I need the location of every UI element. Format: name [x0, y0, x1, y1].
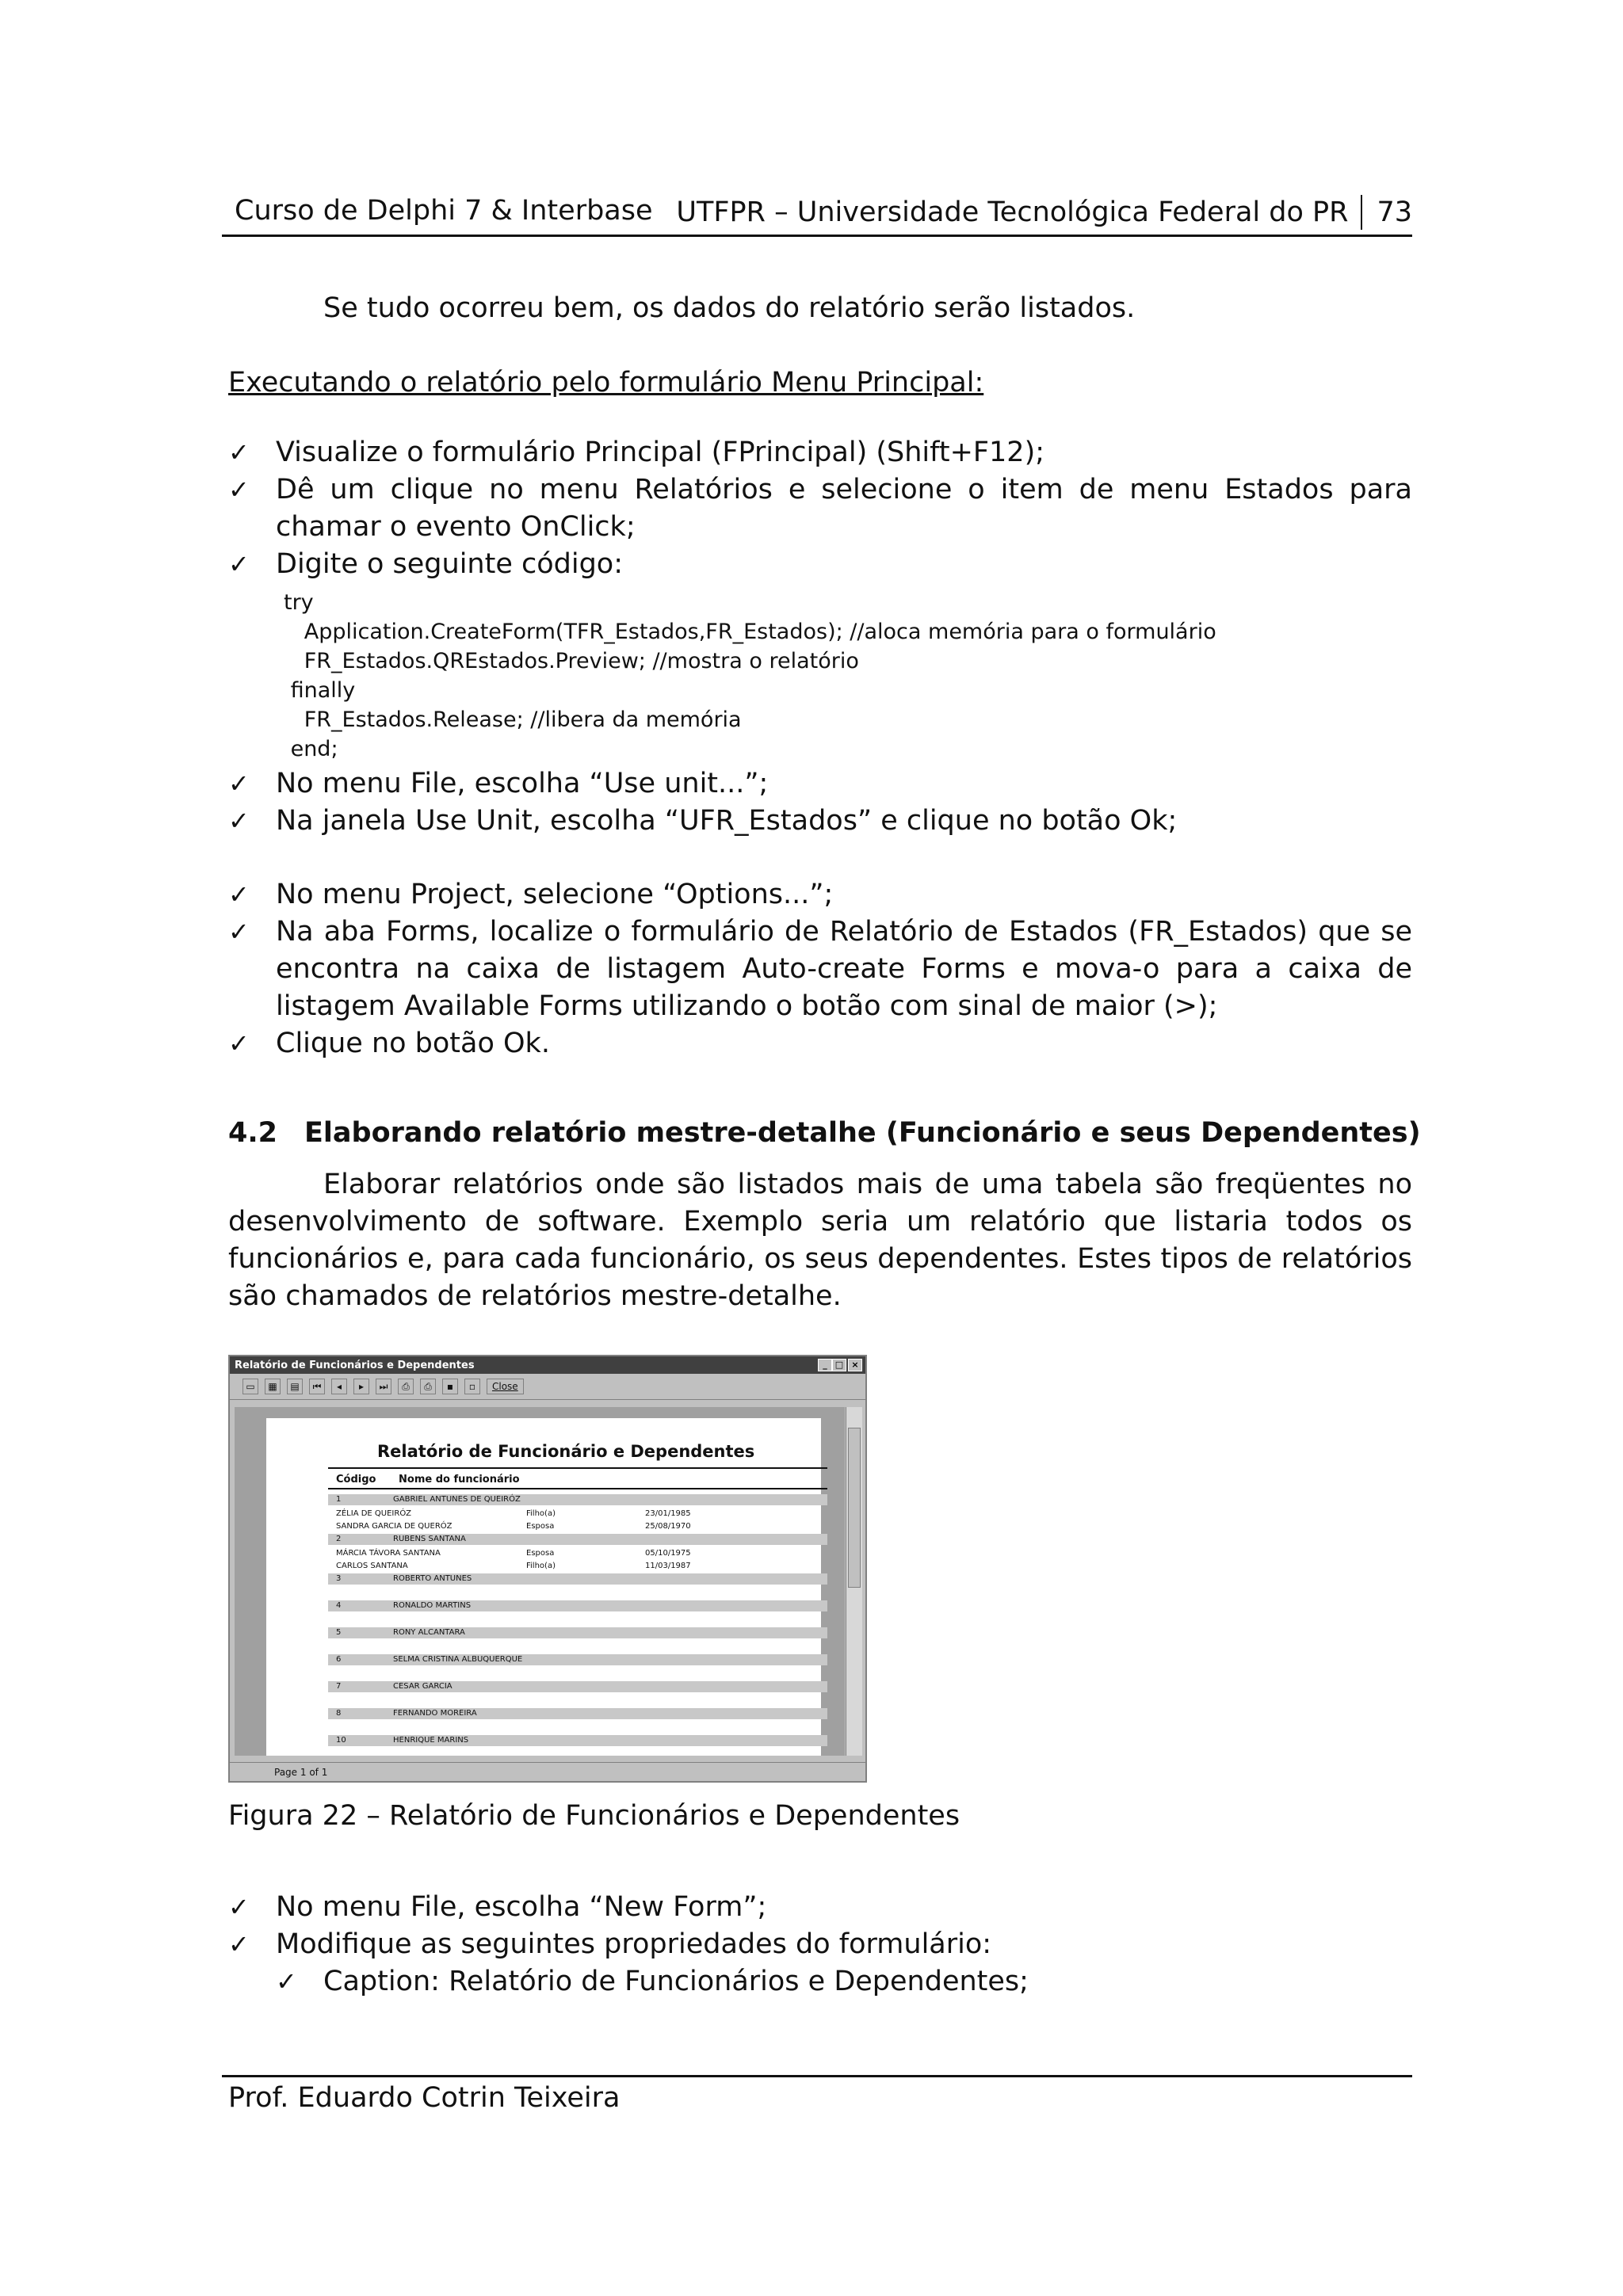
employee-code: 6 [336, 1655, 342, 1664]
prev-page-icon: ◂ [331, 1379, 347, 1394]
list-item: ✓ No menu Project, selecione “Options...”; [228, 876, 1412, 913]
figure-caption: Figura 22 – Relatório de Funcionários e Dependentes [228, 1800, 960, 1832]
zoom-width-icon: ▤ [287, 1379, 303, 1394]
close-icon: × [848, 1359, 862, 1371]
institution [676, 195, 1412, 230]
scrollbar [846, 1407, 862, 1756]
maximize-icon: □ [832, 1359, 846, 1371]
employee-code: 5 [336, 1628, 342, 1637]
report-rule [328, 1488, 827, 1489]
employee-code: 1 [336, 1495, 342, 1504]
employee-row [328, 1735, 827, 1746]
dependent-birthdate: 23/01/1985 [645, 1509, 691, 1518]
dependent-row [328, 1508, 827, 1520]
code-line: Application.CreateForm(TFR_Estados,FR_Estados); //aloca memória para o formulário [284, 620, 1216, 644]
institution-name: UTFPR – Universidade Tecnológica Federal do PR [676, 196, 1349, 228]
dependent-kinship: Filho(a) [526, 1509, 556, 1518]
list-item: ✓ No menu File, escolha “Use unit...”; [228, 765, 1412, 803]
last-page-icon: ⏭ [376, 1379, 391, 1394]
checkmark-icon: ✓ [228, 437, 250, 467]
list-item: ✓ Modifique as seguintes propriedades do formulário: [228, 1926, 1412, 1963]
print-setup-icon: ⎙ [398, 1379, 414, 1394]
col-name: Nome do funcionário [399, 1474, 520, 1486]
window-title: Relatório de Funcionários e Dependentes [235, 1359, 475, 1371]
dependent-name: SANDRA GARCIA DE QUERÓZ [336, 1522, 453, 1531]
body-paragraph: Elaborar relatórios onde são listados mais de uma tabela são freqüentes no desenvolvimento de software. Exemplo seria um relatório que listaria todos os funcionários e, para cada funcionário, os seus dependentes. Estes tipos de relatórios são chamados de relatórios mestre-detalhe. [228, 1169, 1412, 1312]
section-heading [228, 1117, 1421, 1149]
report-preview-screenshot [228, 1355, 867, 1783]
checkmark-icon: ✓ [228, 475, 250, 505]
scroll-thumb [848, 1428, 861, 1588]
employee-row [328, 1654, 827, 1665]
checkmark-icon: ✓ [228, 1028, 250, 1058]
checkmark-icon: ✓ [228, 1929, 250, 1959]
report-sheet [266, 1418, 821, 1756]
zoom-fit-icon: ▭ [242, 1379, 258, 1394]
employee-name: FERNANDO MOREIRA [393, 1709, 477, 1718]
dependent-kinship: Esposa [526, 1549, 555, 1558]
employee-name: CESAR GARCIA [393, 1682, 453, 1691]
employee-row [328, 1708, 827, 1719]
employee-row [328, 1681, 827, 1692]
checkmark-icon: ✓ [228, 917, 250, 947]
first-page-icon: ⏮ [309, 1379, 325, 1394]
save-icon: ▪ [442, 1379, 458, 1394]
code-line: FR_Estados.Release; //libera da memória [284, 707, 742, 732]
list-item: ✓ No menu File, escolha “New Form”; [228, 1889, 1412, 1926]
steps-list-2 [228, 765, 1412, 840]
list-item: ✓ Na aba Forms, localize o formulário de Relatório de Estados (FR_Estados) que se encontra na caixa de listagem Auto-create Forms e mova-o para a caixa de listagem Available Forms utilizando o botão com sinal de maior (>); [228, 913, 1412, 1025]
employee-code: 2 [336, 1535, 342, 1543]
next-page-icon: ▸ [353, 1379, 369, 1394]
report-title: Relatório de Funcionário e Dependentes [377, 1442, 755, 1461]
employee-code: 8 [336, 1709, 342, 1718]
course-title: Curso de Delphi 7 & Interbase [235, 195, 653, 227]
footer-rule [222, 2075, 1412, 2077]
page-header [228, 195, 1412, 235]
preview-area [235, 1407, 845, 1756]
employee-code: 7 [336, 1682, 342, 1691]
page-number: 73 [1377, 196, 1412, 228]
checkmark-icon: ✓ [228, 1892, 250, 1922]
checkmark-icon: ✓ [228, 806, 250, 836]
header-divider [1361, 195, 1362, 230]
section-title: Elaborando relatório mestre-detalhe (Funcionário e seus Dependentes) [304, 1117, 1421, 1149]
code-line: try [284, 590, 314, 615]
section-number: 4.2 [228, 1117, 278, 1149]
list-item: ✓ Na janela Use Unit, escolha “UFR_Estados” e clique no botão Ok; [228, 803, 1412, 840]
dependent-birthdate: 11/03/1987 [645, 1562, 691, 1570]
list-item: ✓ Dê um clique no menu Relatórios e selecione o item de menu Estados para chamar o evento OnClick; [228, 471, 1412, 546]
employee-row [328, 1494, 827, 1505]
code-line: finally [284, 678, 356, 703]
print-icon: ⎙ [420, 1379, 436, 1394]
employee-code: 10 [336, 1736, 346, 1745]
dependent-name: CARLOS SANTANA [336, 1562, 408, 1570]
steps-list-4 [228, 1889, 1412, 2000]
list-item: ✓ Clique no botão Ok. [228, 1025, 1412, 1062]
code-line: end; [284, 737, 338, 761]
steps-list-3 [228, 876, 1412, 1062]
employee-row [328, 1600, 827, 1611]
employee-name: ROBERTO ANTUNES [393, 1574, 472, 1583]
list-item: ✓ Visualize o formulário Principal (FPrincipal) (Shift+F12); [228, 434, 1412, 471]
employee-row [328, 1534, 827, 1545]
list-item: ✓ Digite o seguinte código: [228, 546, 1412, 583]
employee-row [328, 1627, 827, 1638]
intro-line: Se tudo ocorreu bem, os dados do relatório serão listados. [323, 292, 1136, 324]
dependent-row [328, 1548, 827, 1559]
dependent-name: ZÉLIA DE QUEIRÓZ [336, 1509, 412, 1518]
dependent-birthdate: 25/08/1970 [645, 1522, 691, 1531]
report-rule [328, 1467, 827, 1469]
checkmark-icon: ✓ [228, 879, 250, 910]
col-code: Código [336, 1474, 376, 1486]
employee-row [328, 1573, 827, 1585]
dependent-row [328, 1521, 827, 1532]
dependent-kinship: Esposa [526, 1522, 555, 1531]
list-subitem: ✓ Caption: Relatório de Funcionários e Dependentes; [228, 1963, 1412, 2000]
minimize-icon: _ [818, 1359, 832, 1371]
preview-toolbar [230, 1374, 865, 1400]
steps-list-1 [228, 434, 1412, 583]
employee-name: GABRIEL ANTUNES DE QUEIRÓZ [393, 1495, 521, 1504]
employee-name: SELMA CRISTINA ALBUQUERQUE [393, 1655, 523, 1664]
employee-code: 4 [336, 1601, 342, 1610]
subsection-heading: Executando o relatório pelo formulário Menu Principal: [228, 367, 984, 399]
employee-name: HENRIQUE MARINS [393, 1736, 469, 1745]
window-titlebar [230, 1356, 865, 1374]
dependent-kinship: Filho(a) [526, 1562, 556, 1570]
dependent-birthdate: 05/10/1975 [645, 1549, 691, 1558]
employee-name: RONY ALCANTARA [393, 1628, 465, 1637]
checkmark-icon: ✓ [228, 549, 250, 579]
code-line: FR_Estados.QREstados.Preview; //mostra o relatório [284, 649, 859, 673]
dependent-name: MÁRCIA TÁVORA SANTANA [336, 1549, 441, 1558]
dependent-row [328, 1561, 827, 1572]
open-icon: ▫ [464, 1379, 480, 1394]
employee-name: RUBENS SANTANA [393, 1535, 466, 1543]
code-block [284, 588, 1216, 764]
employee-name: RONALDO MARTINS [393, 1601, 472, 1610]
zoom-100-icon: ▦ [265, 1379, 281, 1394]
checkmark-icon: ✓ [228, 769, 250, 799]
employee-code: 3 [336, 1574, 342, 1583]
page-footer: Prof. Eduardo Cotrin Teixeira [228, 2082, 621, 2114]
checkmark-icon: ✓ [276, 1966, 297, 1997]
header-rule [222, 235, 1412, 237]
report-column-headers [336, 1474, 520, 1486]
close-button: Close [487, 1379, 524, 1394]
status-bar: Page 1 of 1 [230, 1762, 865, 1781]
